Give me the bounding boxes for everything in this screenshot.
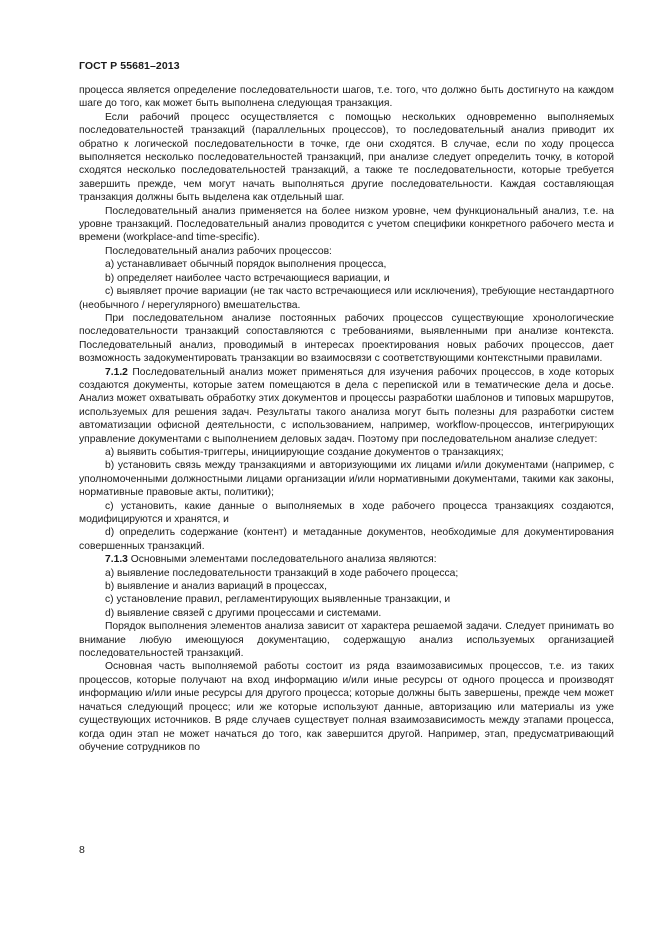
paragraph-text: d) выявление связей с другими процессами и системами. — [105, 607, 382, 619]
paragraph — [79, 526, 614, 553]
paragraph — [79, 593, 614, 606]
paragraph — [79, 245, 614, 258]
paragraph-text: c) выявляет прочие вариации (не так часто встречающиеся или исключения), требующие нестандартного (необычного / нерегулярного) вмешательства. — [79, 286, 614, 311]
paragraph-text: b) определяет наиболее часто встречающиеся вариации, и — [105, 272, 390, 284]
paragraph — [79, 205, 614, 245]
paragraph-text: Последовательный анализ может применяться для изучения рабочих процессов, в ходе которых создаются документы, которые затем помещаются в дела с перепиской или в тематические дела и досье. Анализ может охватывать обработку этих документов и процессы разработки шаблонов и типовых маршрутов, используемых для решения задач. Результаты такого анализа могут быть полезны для разработки систем автоматизации офисной деятельности, с использованием, например, workflow-процессов, интегрирующих управление документами с выполнением деловых задач. Поэтому при последовательном анализе следует: — [79, 366, 614, 445]
paragraph-text: Последовательный анализ применяется на более низком уровне, чем функциональный анализ, т.е. на уровне транзакций. Последовательный анализ проводится с учетом специфики конкретного рабочего места и времени (workplace-and time-specific). — [79, 205, 614, 244]
paragraph-text: Основная часть выполняемой работы состоит из ряда взаимозависимых процессов, т.е. из таких процессов, которые получают на вход информацию и/или иные ресурсы от одного процесса и производят информацию и/или иные ресурсы для другого процесса; которые должны быть завершены, прежде чем может начаться следующий процесс; или же которые используют данные, авторизацию или материалы из уже существующих источников. В ряде случаев существует полная взаимозависимость между этапами процесса, когда один этап не может начаться до того, как завершится другой. Например, этап, предусматривающий обучение сотрудников по — [79, 661, 614, 753]
paragraph — [79, 567, 614, 580]
paragraph-text: При последовательном анализе постоянных рабочих процессов существующие хронологические последовательности транзакций сопоставляются с требованиями, выявленными при анализе контекста. Последовательный анализ, проводимый в интересах проектирования новых рабочих процессов, дает возможность задокументировать транзакции во взаимосвязи с соответствующими контекстными правилами. — [79, 312, 614, 365]
paragraph-text: Если рабочий процесс осуществляется с помощью нескольких одновременно выполняемых последовательностей транзакций (параллельных процессов), то последовательный анализ приводит их обратно к логической последовательности в точке, где они сходятся. В случае, если по ходу процесса выполняется несколько последовательностей транзакций, при анализе следует определить точку, в которой сходятся несколько последовательностей транзакций, а также те последовательности, которые требуется завершить прежде, чем могут начать выполняться другие последовательности. Каждая составляющая транзакция должны быть выделена как отдельный шаг. — [79, 111, 614, 204]
paragraph — [79, 620, 614, 660]
paragraph-text: c) установить, какие данные о выполняемых в ходе рабочего процесса транзакциях создаются, модифицируются и хранятся, и — [79, 500, 614, 525]
page-number: 8 — [79, 844, 85, 856]
paragraph-text: Порядок выполнения элементов анализа зависит от характера решаемой задачи. Следует принимать во внимание любую имеющуюся документацию, содержащую анализ используемых организацией последовательностей транзакций. — [79, 621, 614, 660]
paragraph — [79, 660, 614, 754]
section-number: 7.1.2 — [105, 366, 128, 378]
paragraph-text: процесса является определение последовательности шагов, т.е. того, что должно быть достигнуто на каждом шаге до того, как может быть выполнена следующая транзакция. — [79, 85, 614, 110]
paragraph — [79, 258, 614, 271]
paragraph-text: b) выявление и анализ вариаций в процессах, — [105, 581, 328, 593]
paragraph-text: b) установить связь между транзакциями и авторизующими их лицами и/или документами (например, с уполномоченными должностными лицами организации и/или нормативными документами, такими как законы, нормативные правовые акты, политики); — [79, 460, 614, 499]
paragraph — [79, 500, 614, 527]
paragraph — [79, 272, 614, 285]
paragraph-text: d) определить содержание (контент) и метаданные документов, необходимые для документирования совершенных транзакций. — [79, 527, 614, 552]
standard-header: ГОСТ Р 55681–2013 — [79, 60, 180, 72]
paragraph — [79, 459, 614, 499]
body-text — [79, 84, 614, 754]
paragraph — [79, 312, 614, 366]
paragraph-text: a) выявить события-триггеры, инициирующие создание документов о транзакциях; — [105, 446, 504, 458]
paragraph-text: a) выявление последовательности транзакций в ходе рабочего процесса; — [105, 567, 459, 579]
paragraph-text: a) устанавливает обычный порядок выполнения процесса, — [105, 259, 387, 271]
paragraph — [79, 285, 614, 312]
paragraph — [79, 446, 614, 459]
section-number: 7.1.3 — [105, 554, 128, 566]
paragraph-text: Основными элементами последовательного анализа являются: — [127, 554, 437, 566]
paragraph-text: Последовательный анализ рабочих процессов: — [105, 245, 332, 257]
paragraph — [79, 84, 614, 111]
paragraph — [79, 366, 614, 446]
paragraph — [79, 111, 614, 205]
paragraph — [79, 607, 614, 620]
paragraph — [79, 553, 614, 566]
paragraph — [79, 580, 614, 593]
paragraph-text: c) установление правил, регламентирующих выявленные транзакции, и — [105, 594, 451, 606]
